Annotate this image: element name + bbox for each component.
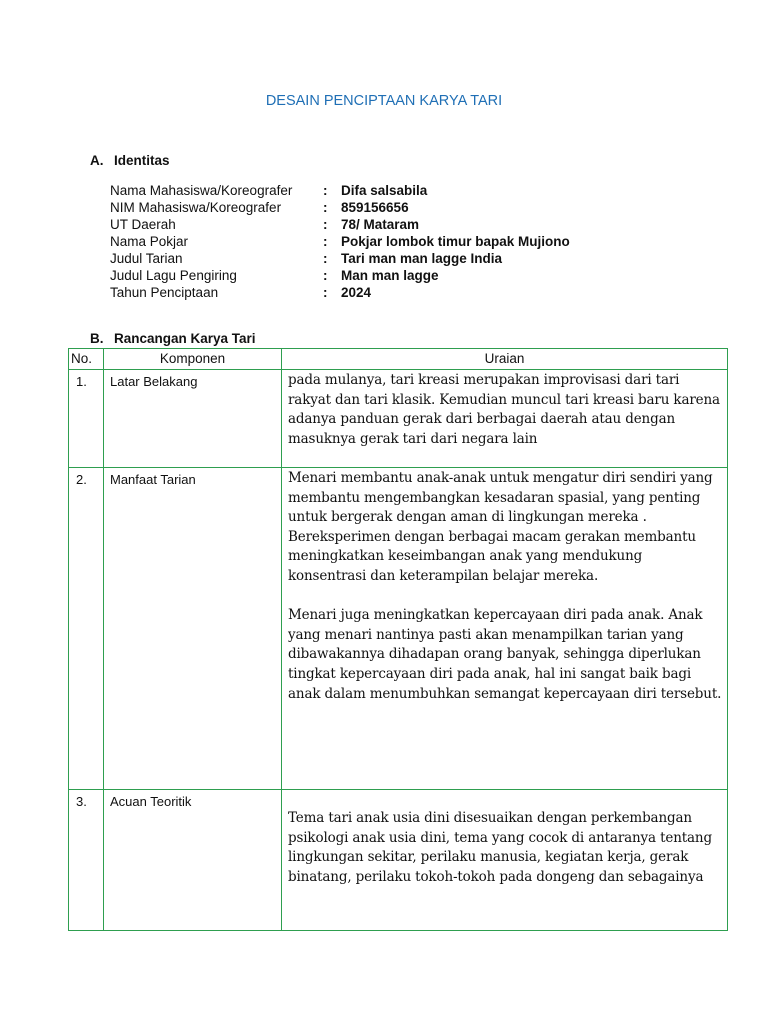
identity-label: Nama Mahasiswa/Koreografer — [110, 183, 293, 198]
table-row — [69, 790, 728, 931]
identity-row — [110, 267, 670, 284]
identity-row — [110, 216, 670, 233]
identity-label: UT Daerah — [110, 217, 176, 232]
identity-value: Pokjar lombok timur bapak Mujiono — [341, 234, 570, 249]
row-uraian — [282, 468, 728, 790]
row-komponen: Latar Belakang — [104, 370, 282, 468]
header-no: No. — [69, 349, 104, 370]
identity-colon: : — [323, 268, 328, 283]
table-row — [69, 370, 728, 468]
header-komponen: Komponen — [104, 349, 282, 370]
row-number: 2. — [69, 468, 104, 790]
row-uraian — [282, 790, 728, 931]
row-number: 1. — [69, 370, 104, 468]
identity-row — [110, 233, 670, 250]
identity-value: 859156656 — [341, 200, 409, 215]
identity-colon: : — [323, 183, 328, 198]
identity-row — [110, 199, 670, 216]
identity-colon: : — [323, 217, 328, 232]
identity-label: NIM Mahasiswa/Koreografer — [110, 200, 282, 215]
identity-colon: : — [323, 234, 328, 249]
identity-value: Man man lagge — [341, 268, 439, 283]
section-b-number: B. — [90, 331, 104, 346]
uraian-paragraph: Tema tari anak usia dini disesuaikan dengan perkembangan psikologi anak usia dini, tema yang cocok di antaranya tentang lingkungan sekitar, perilaku manusia, kegiatan kerja, gerak binatang, perilaku tokoh-tokoh pada dongeng dan sebagainya — [288, 810, 712, 885]
identity-label: Nama Pokjar — [110, 234, 189, 249]
row-komponen: Manfaat Tarian — [104, 468, 282, 790]
identity-value: 2024 — [341, 285, 372, 300]
section-b-title: Rancangan Karya Tari — [114, 331, 256, 346]
design-table — [68, 348, 728, 931]
identity-colon: : — [323, 200, 328, 215]
uraian-paragraph: Menari membantu anak-anak untuk mengatur diri sendiri yang membantu mengembangkan kesadaran spasial, yang penting untuk bergerak dengan aman di lingkungan mereka . Bereksperimen dengan berbagai macam gerakan membantu meningkatkan keseimbangan anak yang mendukung konsentrasi dan keterampilan belajar mereka. — [288, 470, 713, 584]
identity-row — [110, 284, 670, 301]
identity-list — [110, 182, 670, 301]
uraian-paragraph: Menari juga meningkatkan kepercayaan diri pada anak. Anak yang menari nantinya pasti akan menampilkan tarian yang dibawakannya dihadapan orang banyak, sehingga diperlukan tingkat kepercayaan diri pada anak, hal ini sangat baik bagi anak dalam menumbuhkan semangat kepercayaan diri tersebut. — [288, 607, 722, 702]
identity-row — [110, 182, 670, 199]
identity-colon: : — [323, 285, 328, 300]
row-uraian — [282, 370, 728, 468]
identity-label: Judul Tarian — [110, 251, 183, 266]
row-number: 3. — [69, 790, 104, 931]
table-header-row — [69, 349, 728, 370]
identity-colon: : — [323, 251, 328, 266]
identity-value: Tari man man lagge India — [341, 251, 503, 266]
identity-label: Tahun Penciptaan — [110, 285, 219, 300]
table-row — [69, 468, 728, 790]
identity-row — [110, 250, 670, 267]
section-a-heading — [90, 153, 170, 168]
identity-value: Difa salsabila — [341, 183, 428, 198]
section-a-number: A. — [90, 153, 104, 168]
uraian-paragraph: pada mulanya, tari kreasi merupakan improvisasi dari tari rakyat dan tari klasik. Kemudian muncul tari kreasi baru karena adanya panduan gerak dari berbagai daerah atau dengan masuknya gerak tari dari negara lain — [288, 372, 720, 447]
section-b-heading — [90, 331, 256, 346]
identity-label: Judul Lagu Pengiring — [110, 268, 237, 283]
document-title: DESAIN PENCIPTAAN KARYA TARI — [265, 93, 503, 109]
section-a-title: Identitas — [114, 153, 170, 168]
identity-value: 78/ Mataram — [341, 217, 420, 232]
row-komponen: Acuan Teoritik — [104, 790, 282, 931]
header-uraian: Uraian — [282, 349, 728, 370]
